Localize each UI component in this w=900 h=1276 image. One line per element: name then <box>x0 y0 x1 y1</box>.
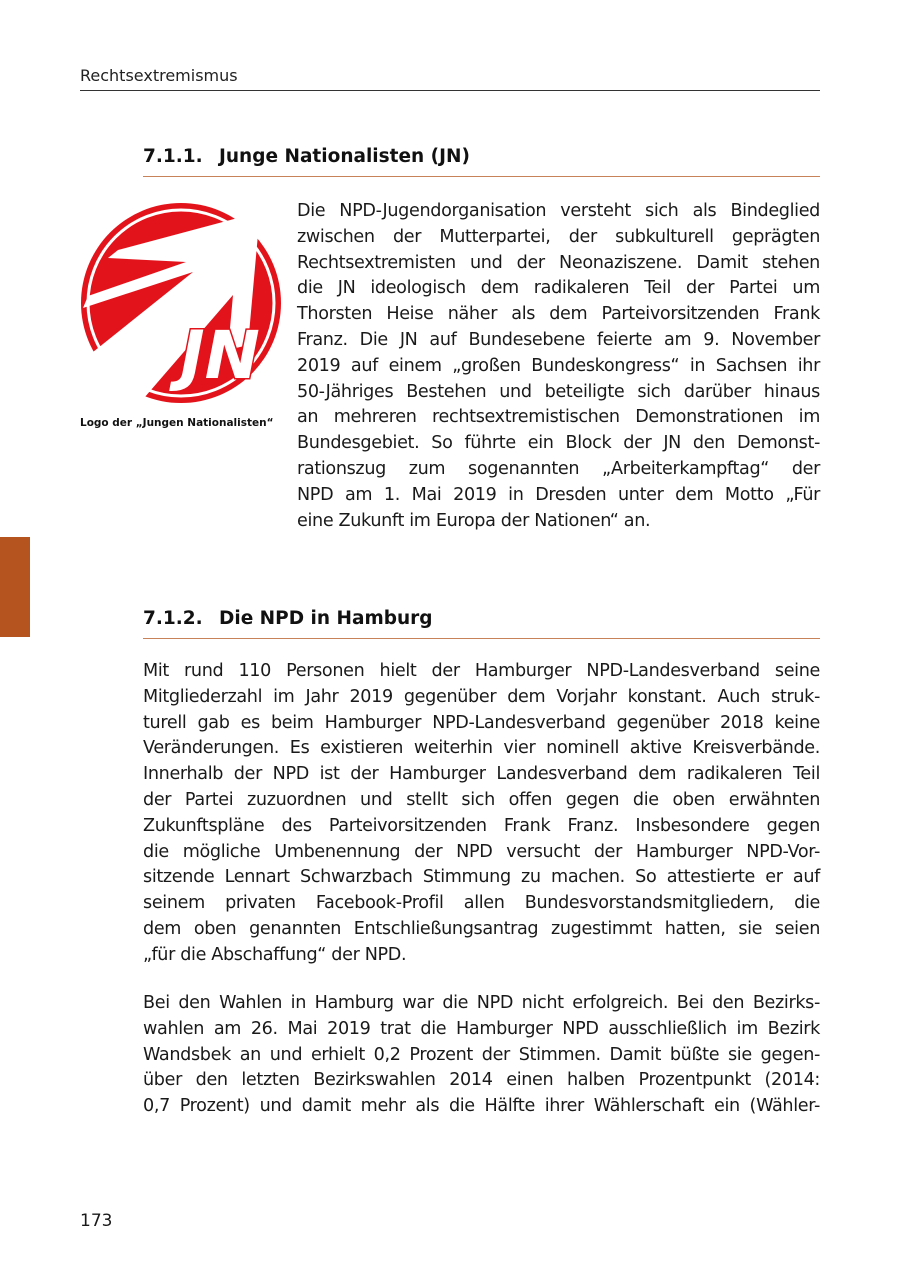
jn-paragraph <box>297 199 820 534</box>
jn-logo-image <box>78 200 284 406</box>
heading-rule <box>143 638 820 639</box>
text-line: 0,7 Prozent) und damit mehr als die Hälfte ihrer Wählerschaft ein (Wähler- <box>143 1096 820 1117</box>
section-heading-jn <box>143 146 470 167</box>
section-title: Junge Nationalisten (JN) <box>219 146 470 167</box>
text-line: seinem privaten Facebook-Profil allen Bundesvorstandsmitgliedern, die <box>143 893 820 914</box>
text-line: eine Zukunft im Europa der Nationen“ an. <box>297 510 651 531</box>
section-number: 7.1.1. <box>143 146 203 167</box>
running-head: Rechtsextremismus <box>80 66 238 85</box>
text-line: der Partei zuzuordnen und stellt sich offen gegen die oben erwähnten <box>143 789 820 810</box>
text-line: Veränderungen. Es existieren weiterhin vier nominell aktive Kreisverbände. <box>143 738 820 759</box>
text-line: Thorsten Heise näher als dem Parteivorsitzenden Frank <box>297 304 820 325</box>
text-line: Die NPD-Jugendorganisation versteht sich als Bindeglied <box>297 201 820 221</box>
svg-text:JN: JN <box>180 317 260 394</box>
text-line: Mitgliederzahl im Jahr 2019 gegenüber dem Vorjahr konstant. Auch struk- <box>143 686 820 707</box>
page-number: 173 <box>80 1211 113 1231</box>
npd-membership-paragraph <box>143 659 820 969</box>
text-line: wahlen am 26. Mai 2019 trat die Hamburger NPD ausschließlich im Bezirk <box>143 1018 820 1039</box>
text-line: Mit rund 110 Personen hielt der Hamburger NPD-Landesverband seine <box>143 661 820 681</box>
text-line: sitzende Lennart Schwarzbach Stimmung zu machen. So attestierte er auf <box>143 867 820 888</box>
text-line: Innerhalb der NPD ist der Hamburger Landesverband dem radikaleren Teil <box>143 764 820 785</box>
section-title: Die NPD in Hamburg <box>219 608 433 629</box>
text-line: Bei den Wahlen in Hamburg war die NPD nicht erfolgreich. Bei den Bezirks- <box>143 993 820 1013</box>
text-line: dem oben genannten Entschließungsantrag zugestimmt hatten, sie seien <box>143 918 820 939</box>
text-line: Zukunftspläne des Parteivorsitzenden Frank Franz. Insbesondere gegen <box>143 815 820 836</box>
header-rule <box>80 90 820 91</box>
text-line: Bundesgebiet. So führte ein Block der JN den Demonst- <box>297 433 820 454</box>
text-line: 50-Jähriges Bestehen und beteiligte sich darüber hinaus <box>297 381 820 402</box>
text-line: zwischen der Mutterpartei, der subkulturell geprägten <box>297 226 820 247</box>
text-line: NPD am 1. Mai 2019 in Dresden unter dem Motto „Für <box>297 484 820 505</box>
logo-caption: Logo der „Jungen Nationalisten“ <box>80 417 274 429</box>
text-line: Wandsbek an und erhielt 0,2 Prozent der Stimmen. Damit büßte sie gegen- <box>143 1044 820 1065</box>
text-line: die JN ideologisch dem radikaleren Teil der Partei um <box>297 278 820 299</box>
text-line: rationszug zum sogenannten „Arbeiterkampftag“ der <box>297 458 820 479</box>
npd-elections-paragraph <box>143 991 820 1120</box>
text-line: Franz. Die JN auf Bundesebene feierte am 9. November <box>297 329 820 350</box>
text-line: Rechtsextremisten und der Neonaziszene. Damit stehen <box>297 252 820 273</box>
text-line: an mehreren rechtsextremistischen Demonstrationen im <box>297 407 820 428</box>
text-line: „für die Abschaffung“ der NPD. <box>143 944 407 965</box>
text-line: 2019 auf einem „großen Bundeskongress“ in Sachsen ihr <box>297 355 820 376</box>
text-line: über den letzten Bezirkswahlen 2014 einen halben Prozentpunkt (2014: <box>143 1070 820 1091</box>
section-heading-npd-hamburg <box>143 608 433 629</box>
section-number: 7.1.2. <box>143 608 203 629</box>
text-line: turell gab es beim Hamburger NPD-Landesverband gegenüber 2018 keine <box>143 712 820 733</box>
text-line: die mögliche Umbenennung der NPD versucht der Hamburger NPD-Vor- <box>143 841 820 862</box>
heading-rule <box>143 176 820 177</box>
chapter-tab-marker <box>0 537 30 637</box>
